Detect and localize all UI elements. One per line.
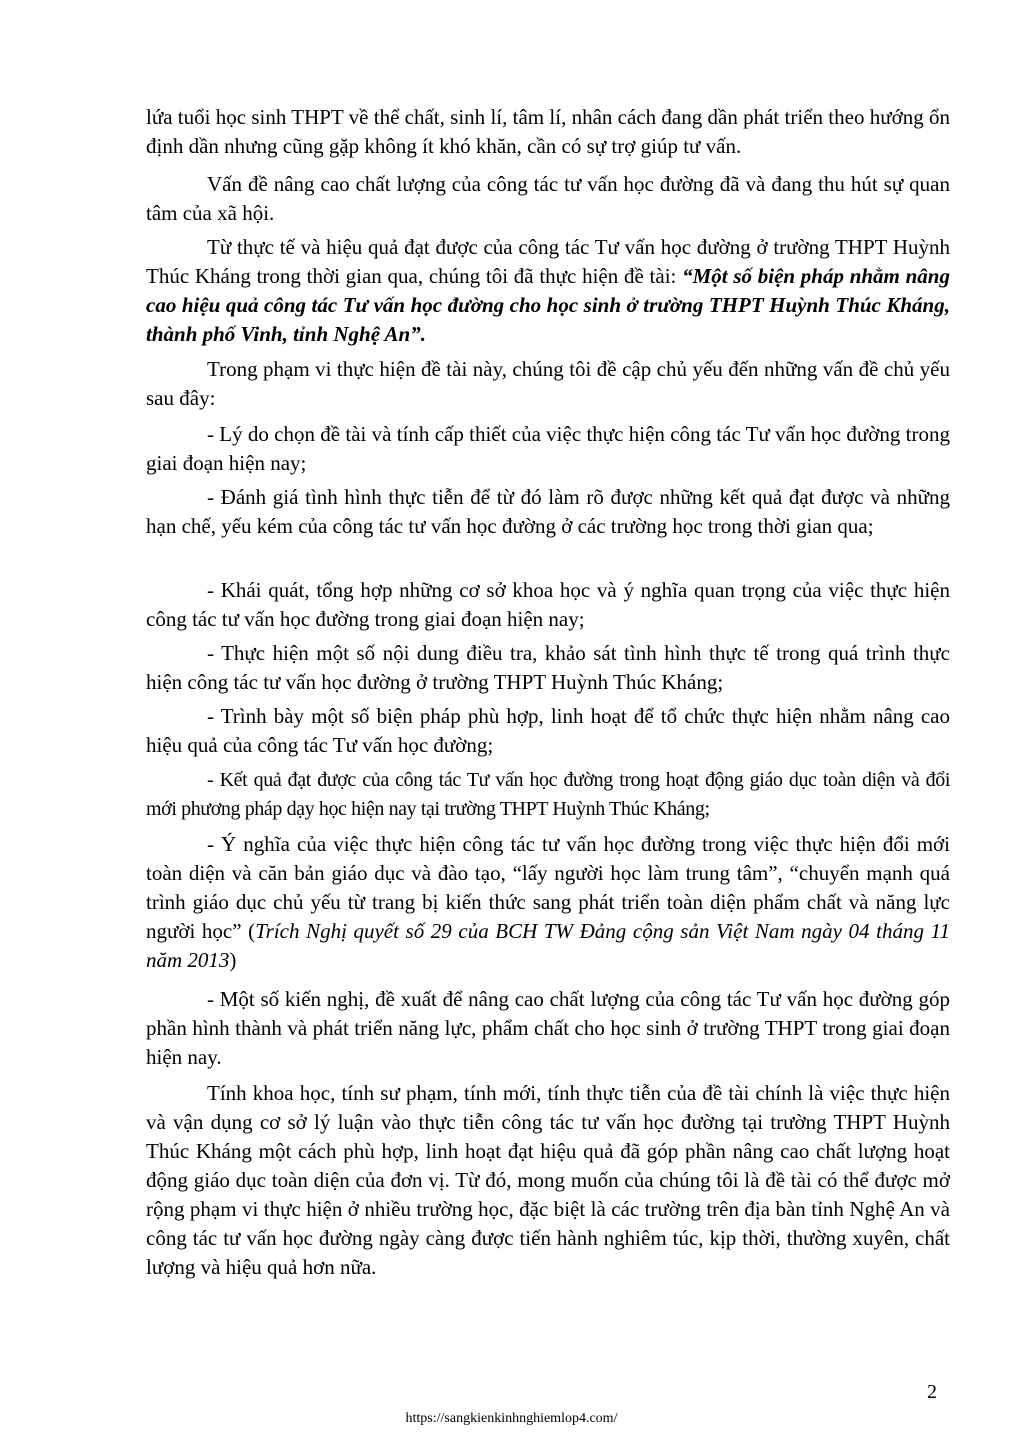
list-item-text: - Ý nghĩa của việc thực hiện công tác tư vấn học đường trong việc thực hiện đổi mới toàn diện và căn bản giáo dục và đào tạo, “lấy người học làm trung tâm”, “chuyển mạnh quá trình giáo dục chủ yếu từ trang bị kiến thức sang phát triển toàn diện phẩm chất và năng lực người học” (	[146, 832, 950, 943]
footer-url[interactable]: https://sangkienkinhnghiemlop4.com/	[405, 1411, 618, 1426]
list-item: - Đánh giá tình hình thực tiễn để từ đó làm rõ được những kết quả đạt được và những hạn chế, yếu kém của công tác tư vấn học đường ở các trường học trong thời gian qua;	[146, 485, 950, 538]
citation: Trích Nghị quyết số 29 của BCH TW Đảng cộng sản Việt Nam ngày 04 tháng 11 năm 2013	[146, 919, 950, 972]
paragraph-conclusion: Tính khoa học, tính sư phạm, tính mới, tính thực tiễn của đề tài chính là việc thực hiện và vận dụng cơ sở lý luận vào thực tiễn công tác tư vấn học đường tại trường THPT Huỳnh Thúc Kháng một cách phù hợp, linh hoạt đạt hiệu quả đã góp phần nâng cao chất lượng hoạt động giáo dục toàn diện của đơn vị. Từ đó, mong muốn của chúng tôi là đề tài có thể được mở rộng phạm vi thực hiện ở nhiều trường học, đặc biệt là các trường trên địa bàn tỉnh Nghệ An và công tác tư vấn học đường ngày càng được tiến hành nghiêm túc, kịp thời, thường xuyên, chất lượng và hiệu quả hơn nữa.	[146, 1081, 950, 1279]
paragraph-text: Từ thực tế và hiệu quả đạt được của công tác Tư vấn học đường ở trường THPT Huỳnh Thúc Kháng trong thời gian qua, chúng tôi đã thực hiện đề tài:	[146, 235, 950, 288]
list-item: - Một số kiến nghị, đề xuất để nâng cao chất lượng của công tác Tư vấn học đường góp phần hình thành và phát triển năng lực, phẩm chất cho học sinh ở trường THPT trong giai đoạn hiện nay.	[146, 987, 950, 1069]
citation-close: )	[229, 948, 237, 972]
list-item	[146, 830, 950, 975]
paragraph-concern: Vấn đề nâng cao chất lượng của công tác tư vấn học đường đã và đang thu hút sự quan tâm của xã hội.	[146, 172, 950, 225]
list-item: - Khái quát, tổng hợp những cơ sở khoa học và ý nghĩa quan trọng của việc thực hiện công tác tư vấn học đường trong giai đoạn hiện nay;	[146, 578, 950, 631]
paragraph-scope: Trong phạm vi thực hiện đề tài này, chúng tôi đề cập chủ yếu đến những vấn đề chủ yếu sau đây:	[146, 357, 950, 410]
list-item: - Lý do chọn đề tài và tính cấp thiết của việc thực hiện công tác Tư vấn học đường trong giai đoạn hiện nay;	[146, 422, 950, 475]
paragraph-topic	[146, 233, 950, 349]
paragraph-continuation: lứa tuổi học sinh THPT về thể chất, sinh lí, tâm lí, nhân cách đang dần phát triển theo hướng ổn định dần nhưng cũng gặp không ít khó khăn, cần có sự trợ giúp tư vấn.	[146, 105, 950, 158]
list-item: - Kết quả đạt được của công tác Tư vấn học đường trong hoạt động giáo dục toàn diện và đổi mới phương pháp dạy học hiện nay tại trường THPT Huỳnh Thúc Kháng;	[146, 769, 950, 820]
topic-title: “Một số biện pháp nhằm nâng cao hiệu quả công tác Tư vấn học đường cho học sinh ở trường THPT Huỳnh Thúc Kháng, thành phố Vinh, tỉnh Nghệ An”.	[146, 264, 950, 346]
list-item: - Trình bày một số biện pháp phù hợp, linh hoạt để tổ chức thực hiện nhằm nâng cao hiệu quả của công tác Tư vấn học đường;	[146, 704, 950, 757]
page-number: 2	[927, 1381, 937, 1403]
list-item: - Thực hiện một số nội dung điều tra, khảo sát tình hình thực tế trong quá trình thực hiện công tác tư vấn học đường ở trường THPT Huỳnh Thúc Kháng;	[146, 641, 950, 694]
